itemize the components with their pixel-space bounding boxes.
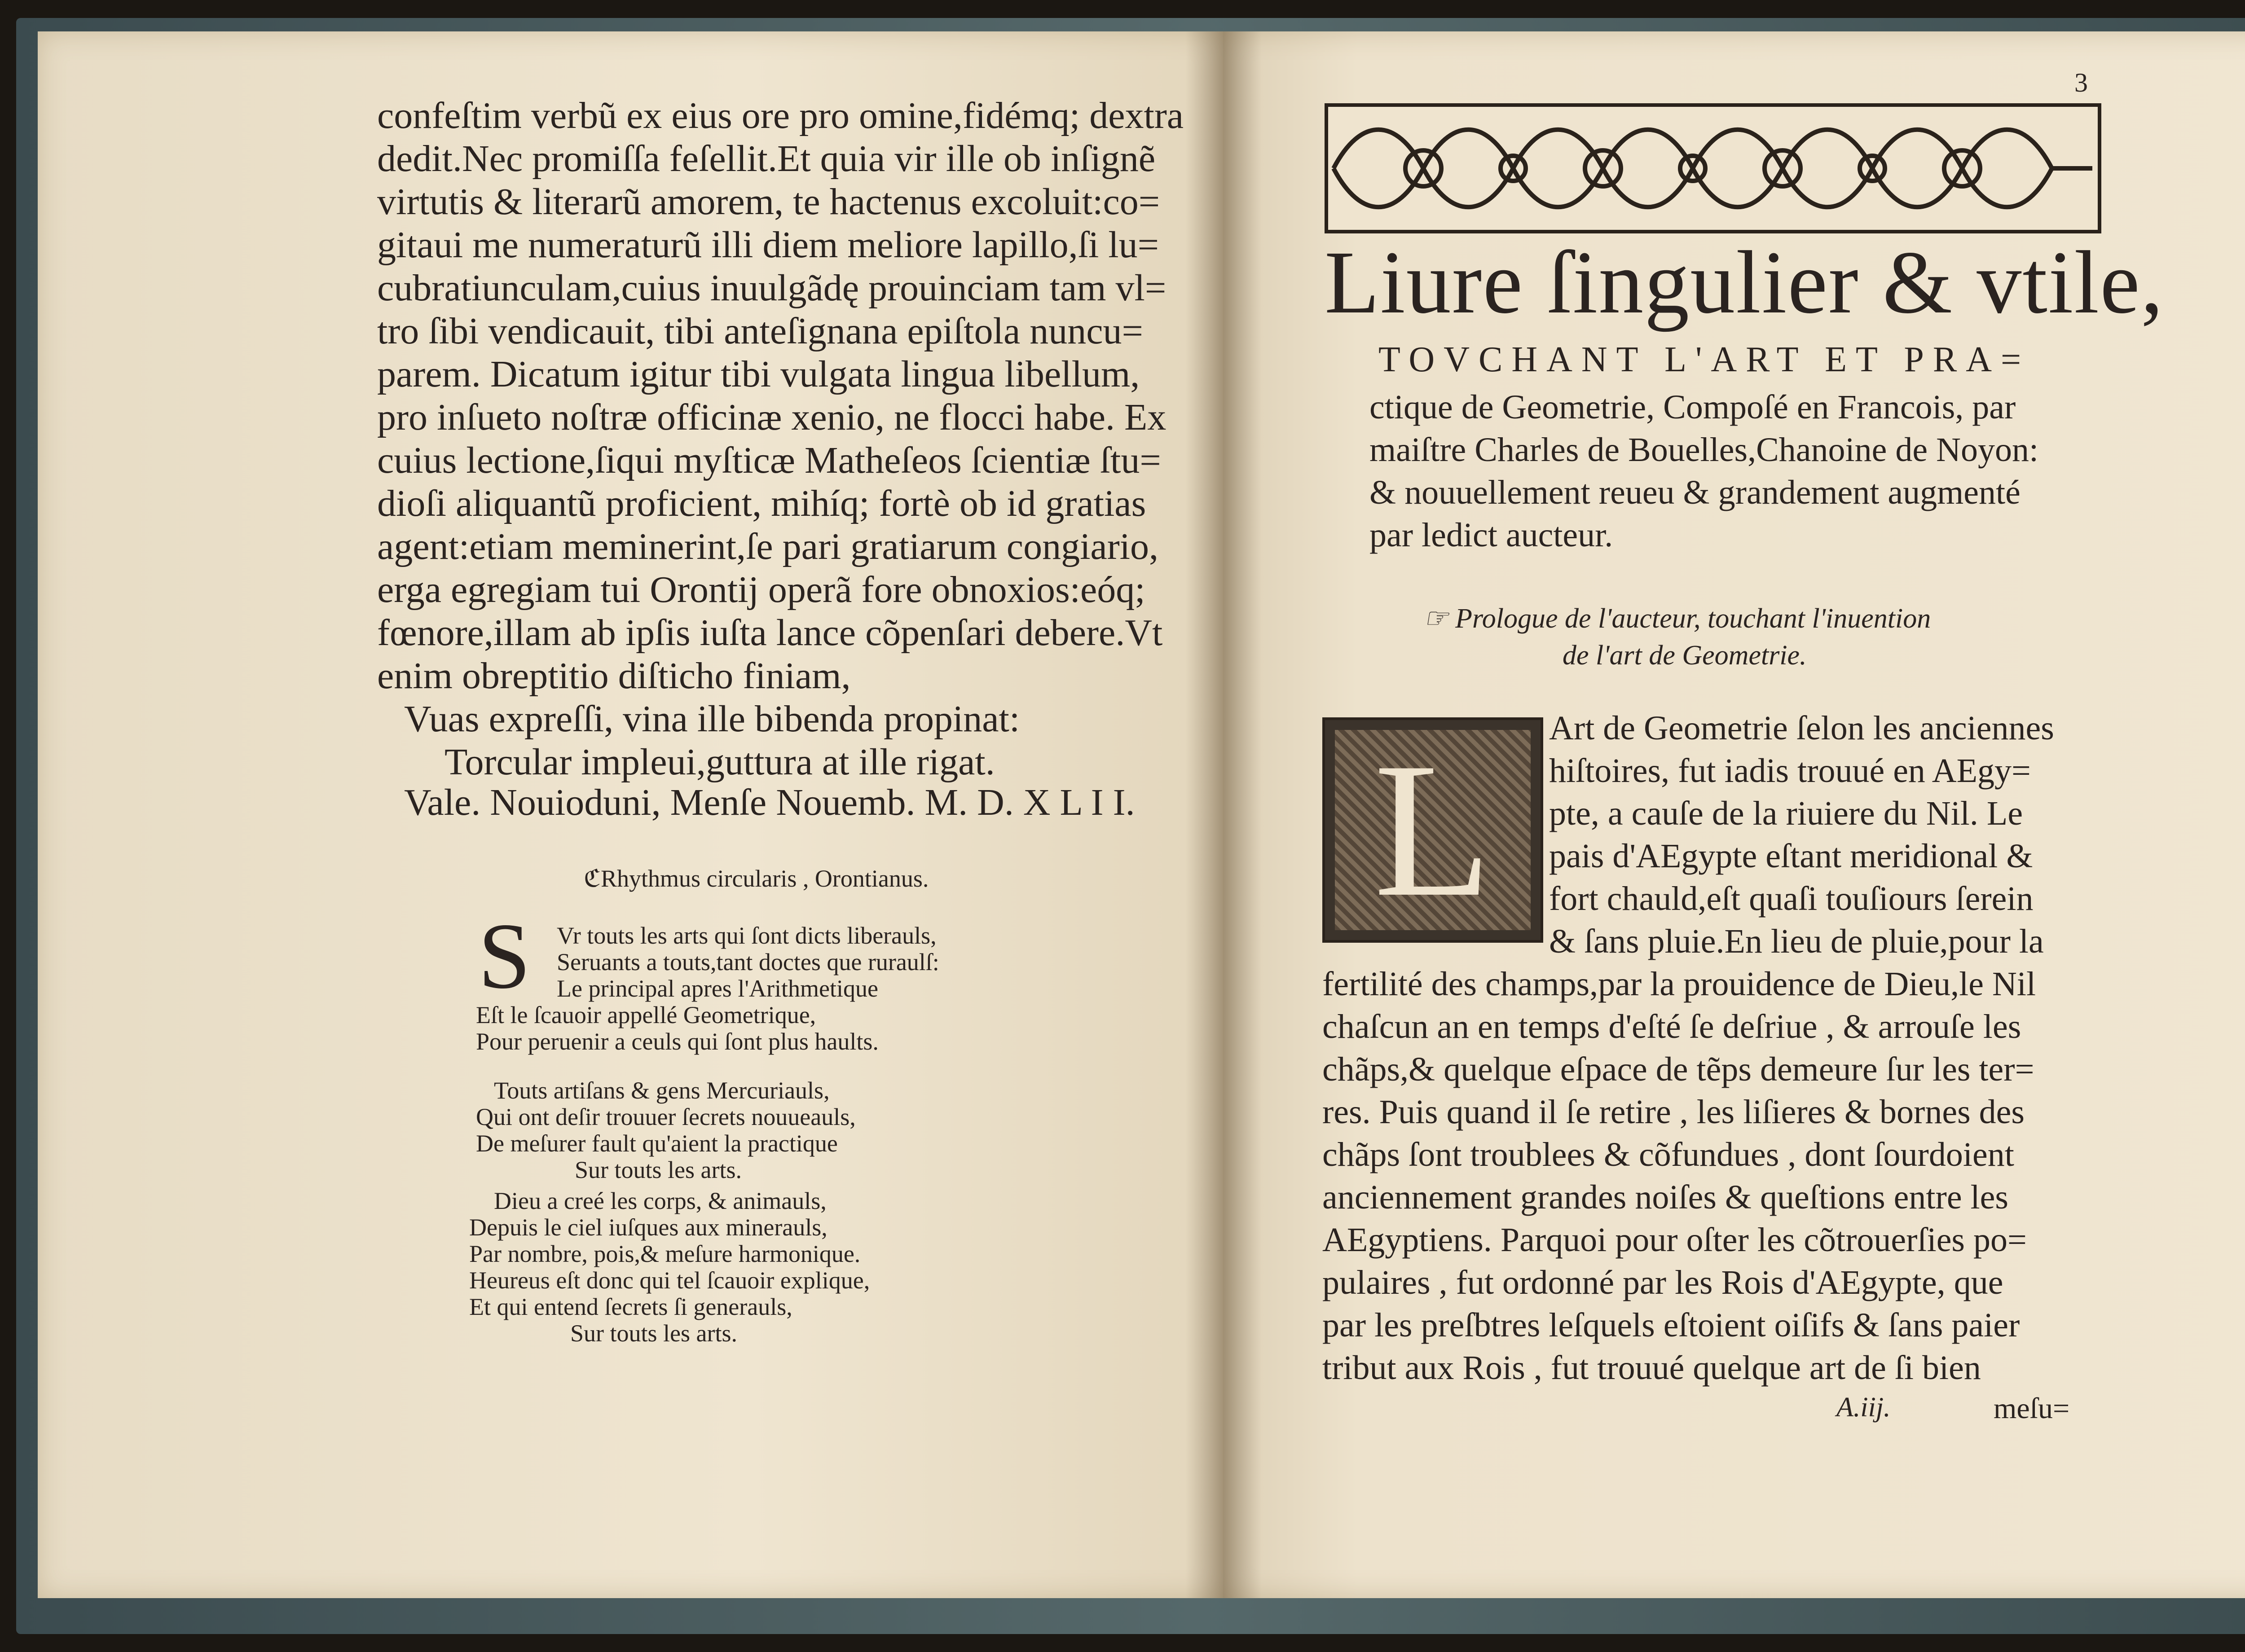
body-line-3: pte, a cauſe de la riuiere du Nil. Le xyxy=(1549,795,2023,832)
left-line-4: gitaui me numeraturũ illi diem meliore lapillo,ſi lu= xyxy=(377,224,1159,266)
body-line-2: hiſtoires, fut iadis trouué en AEgy= xyxy=(1549,752,2031,790)
page-number: 3 xyxy=(2074,68,2088,97)
book-gutter xyxy=(1185,31,1262,1598)
poem-line-5: Pour peruenir a ceuls qui ſont plus haults. xyxy=(476,1028,879,1055)
closing-line: Vale. Nouioduni, Menſe Nouemb. M. D. X L I I. xyxy=(404,782,1135,823)
poem-line-6: Touts artiſans & gens Mercuriauls, xyxy=(494,1077,830,1104)
left-line-6: tro ſibi vendicauit, tibi anteſignana epiſtola nuncu= xyxy=(377,310,1143,352)
body-line-4: pais d'AEgypte eſtant meridional & xyxy=(1549,837,2033,875)
left-line-14: enim obreptitio diſticho finiam, xyxy=(377,655,851,697)
body-line-12: anciennement grandes noiſes & queſtions entre les xyxy=(1322,1178,2008,1216)
prologue-heading-1: ☞ Prologue de l'aucteur, touchant l'inuention xyxy=(1423,603,1931,634)
body-line-14: pulaires , fut ordonné par les Rois d'AEgypte, que xyxy=(1322,1264,2003,1301)
distich-line-1: Vuas expreſſi, vina ille bibenda propinat: xyxy=(404,698,1020,740)
left-line-7: parem. Dicatum igitur tibi vulgata lingua libellum, xyxy=(377,353,1140,395)
poem-line-3: Le principal apres l'Arithmetique xyxy=(557,975,878,1002)
left-line-3: virtutis & literarũ amorem, te hactenus excoluit:co= xyxy=(377,181,1160,223)
left-line-2: dedit.Nec promiſſa feſellit.Et quia vir ille ob inſignẽ xyxy=(377,138,1156,180)
poem-line-1: Vr touts les arts qui ſont dicts liberauls, xyxy=(557,922,937,949)
body-line-11: chãps ſont troublees & cõfundues , dont ſourdoient xyxy=(1322,1136,2014,1173)
left-line-13: fœnore,illam ab ipſis iuſta lance cõpenſari debere.Vt xyxy=(377,612,1163,654)
poem-drop-cap: S xyxy=(478,904,531,1008)
body-line-7: fertilité des champs,par la prouidence de Dieu,le Nil xyxy=(1322,965,2036,1003)
body-line-5: fort chauld,eſt quaſi touſiours ſerein xyxy=(1549,880,2034,918)
decorated-drop-cap: L xyxy=(1322,717,1543,943)
poem-line-7: Qui ont deſir trouuer ſecrets nouueauls, xyxy=(476,1103,856,1130)
subtitle-line-5: par ledict aucteur. xyxy=(1369,516,1613,554)
body-line-9: chãps,& quelque eſpace de tẽps demeure ſur les ter= xyxy=(1322,1050,2034,1088)
body-line-6: & ſans pluie.En lieu de pluie,pour la xyxy=(1549,923,2044,960)
body-line-16: tribut aux Rois , fut trouué quelque art de ſi bien xyxy=(1322,1349,1981,1387)
subtitle-line-1: TOVCHANT L'ART ET PRA= xyxy=(1378,340,2030,379)
poem-line-2: Seruants a touts,tant doctes que ruraulſ: xyxy=(557,949,939,975)
poem-line-8: De meſurer fault qu'aient la practique xyxy=(476,1130,838,1157)
body-line-10: res. Puis quand il ſe retire , les liſieres & bornes des xyxy=(1322,1093,2025,1131)
poem-line-14: Et qui entend ſecrets ſi generauls, xyxy=(469,1293,792,1320)
left-line-1: confeſtim verbũ ex eius ore pro omine,fidémq; dextra xyxy=(377,95,1184,136)
prologue-heading-2: de l'art de Geometrie. xyxy=(1563,640,1807,671)
subtitle-line-3: maiſtre Charles de Bouelles,Chanoine de Noyon: xyxy=(1369,431,2039,469)
poem-line-13: Heureus eſt donc qui tel ſcauoir explique, xyxy=(469,1267,870,1294)
left-line-5: cubratiunculam,cuius inuulgãdę prouinciam tam vl= xyxy=(377,267,1167,309)
subtitle-line-4: & nouuellement reueu & grandement augmenté xyxy=(1369,474,2020,511)
left-line-11: agent:etiam meminerint,ſe pari gratiarum congiario, xyxy=(377,526,1159,567)
catchword: meſu= xyxy=(1994,1392,2070,1425)
signature-mark: A.iij. xyxy=(1836,1392,1891,1423)
body-line-13: AEgyptiens. Parquoi pour oſter les cõtrouerſies po= xyxy=(1322,1221,2027,1259)
subtitle-line-2: ctique de Geometrie, Compoſé en Francois, par xyxy=(1369,388,2016,426)
distich-line-2: Torcular impleui,guttura at ille rigat. xyxy=(445,741,995,783)
body-line-15: par les preſbtres leſquels eſtoient oiſifs & ſans paier xyxy=(1322,1306,2020,1344)
rhythmus-heading: ℭRhythmus circularis , Orontianus. xyxy=(584,865,929,892)
left-line-9: cuius lectione,ſiqui myſticæ Matheſeos ſcientiæ ſtu= xyxy=(377,439,1161,481)
poem-line-9: Sur touts les arts. xyxy=(575,1156,742,1183)
body-line-1: Art de Geometrie ſelon les anciennes xyxy=(1549,709,2054,747)
left-line-8: pro inſueto noſtræ officinæ xenio, ne flocci habe. Ex xyxy=(377,396,1167,438)
poem-line-4: Eſt le ſcauoir appellé Geometrique, xyxy=(476,1002,816,1028)
body-line-8: chaſcun an en temps d'eſté ſe deſriue , & arrouſe les xyxy=(1322,1008,2021,1046)
poem-line-12: Par nombre, pois,& meſure harmonique. xyxy=(469,1240,861,1267)
decorative-headpiece xyxy=(1325,103,2101,233)
poem-line-11: Depuis le ciel iuſques aux minerauls, xyxy=(469,1214,828,1241)
poem-line-10: Dieu a creé les corps, & animauls, xyxy=(494,1187,827,1214)
poem-line-15: Sur touts les arts. xyxy=(570,1320,737,1347)
left-line-10: dioſi aliquantũ proficient, mihíq; fortè ob id gratias xyxy=(377,483,1146,524)
left-line-12: erga egregiam tui Orontij operã fore obnoxios:eóq; xyxy=(377,569,1145,611)
book-title: Liure ſingulier & vtile, xyxy=(1325,233,2164,332)
